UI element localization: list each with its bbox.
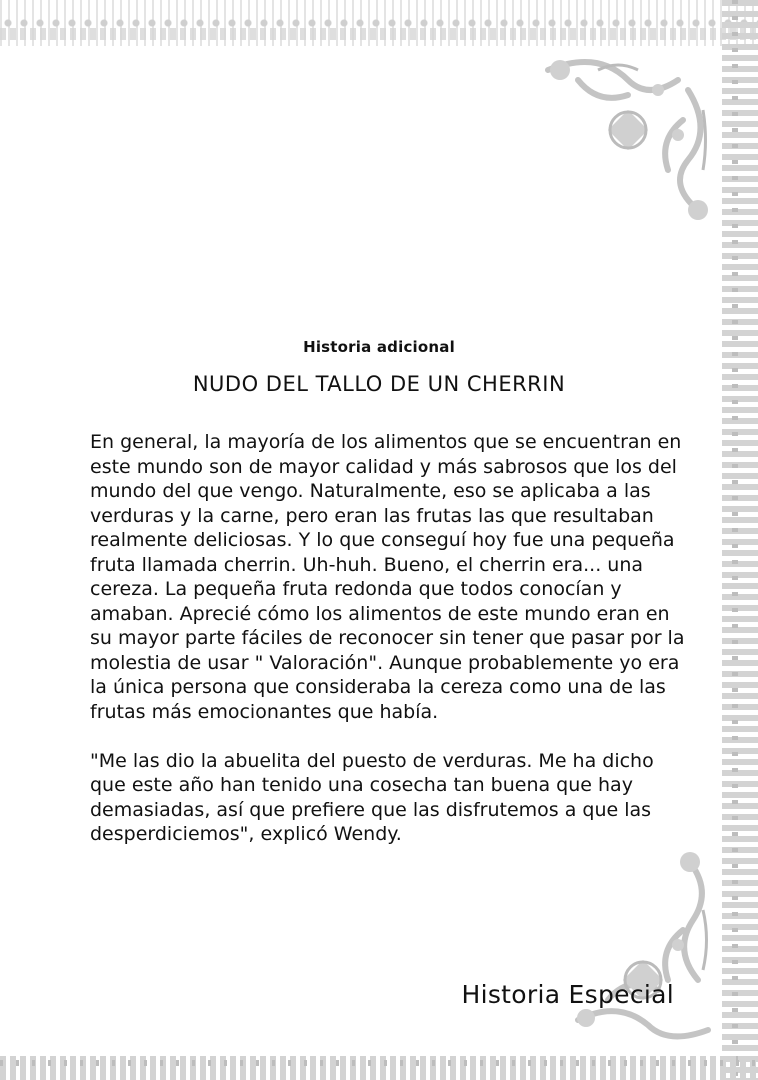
body-text — [90, 430, 690, 871]
corner-ornament-bottom-icon — [568, 850, 718, 1050]
paragraph: En general, la mayoría de los alimentos que se encuentran en este mundo son de mayor calidad y más sabrosos que los del mundo del que vengo. Naturalmente, eso se aplicaba a las verduras y la carne, pero eran las frutas las que resultaban realmente deliciosas. Y lo que conseguí hoy fue una pequeña fruta llamada cherrin. Uh-huh. Bueno, el cherrin era... una cereza. La pequeña fruta redonda que todos conocían y amaban. Aprecié cómo los alimentos de este mundo eran en su mayor parte fáciles de reconocer sin tener que pasar por la molestia de usar " Valoración". Aunque probablemente yo era la única persona que consideraba la cereza como una de las frutas más emocionantes que había. — [90, 431, 685, 723]
decorative-border-right — [722, 0, 758, 1080]
footer-section-label: Historia Especial — [461, 980, 674, 1009]
paragraph: "Me las dio la abuelita del puesto de verduras. Me ha dicho que este año han tenido una cosecha tan buena que hay demasiadas, así que prefiere que las disfrutemos a que las desperdiciemos", explicó Wendy. — [90, 749, 654, 845]
decorative-border-bottom — [0, 1056, 758, 1080]
corner-ornament-top-icon — [538, 50, 718, 220]
decorative-border-top — [0, 0, 758, 46]
chapter-title: NUDO DEL TALLO DE UN CHERRIN — [192, 372, 566, 396]
section-subtitle: Historia adicional — [303, 338, 455, 356]
